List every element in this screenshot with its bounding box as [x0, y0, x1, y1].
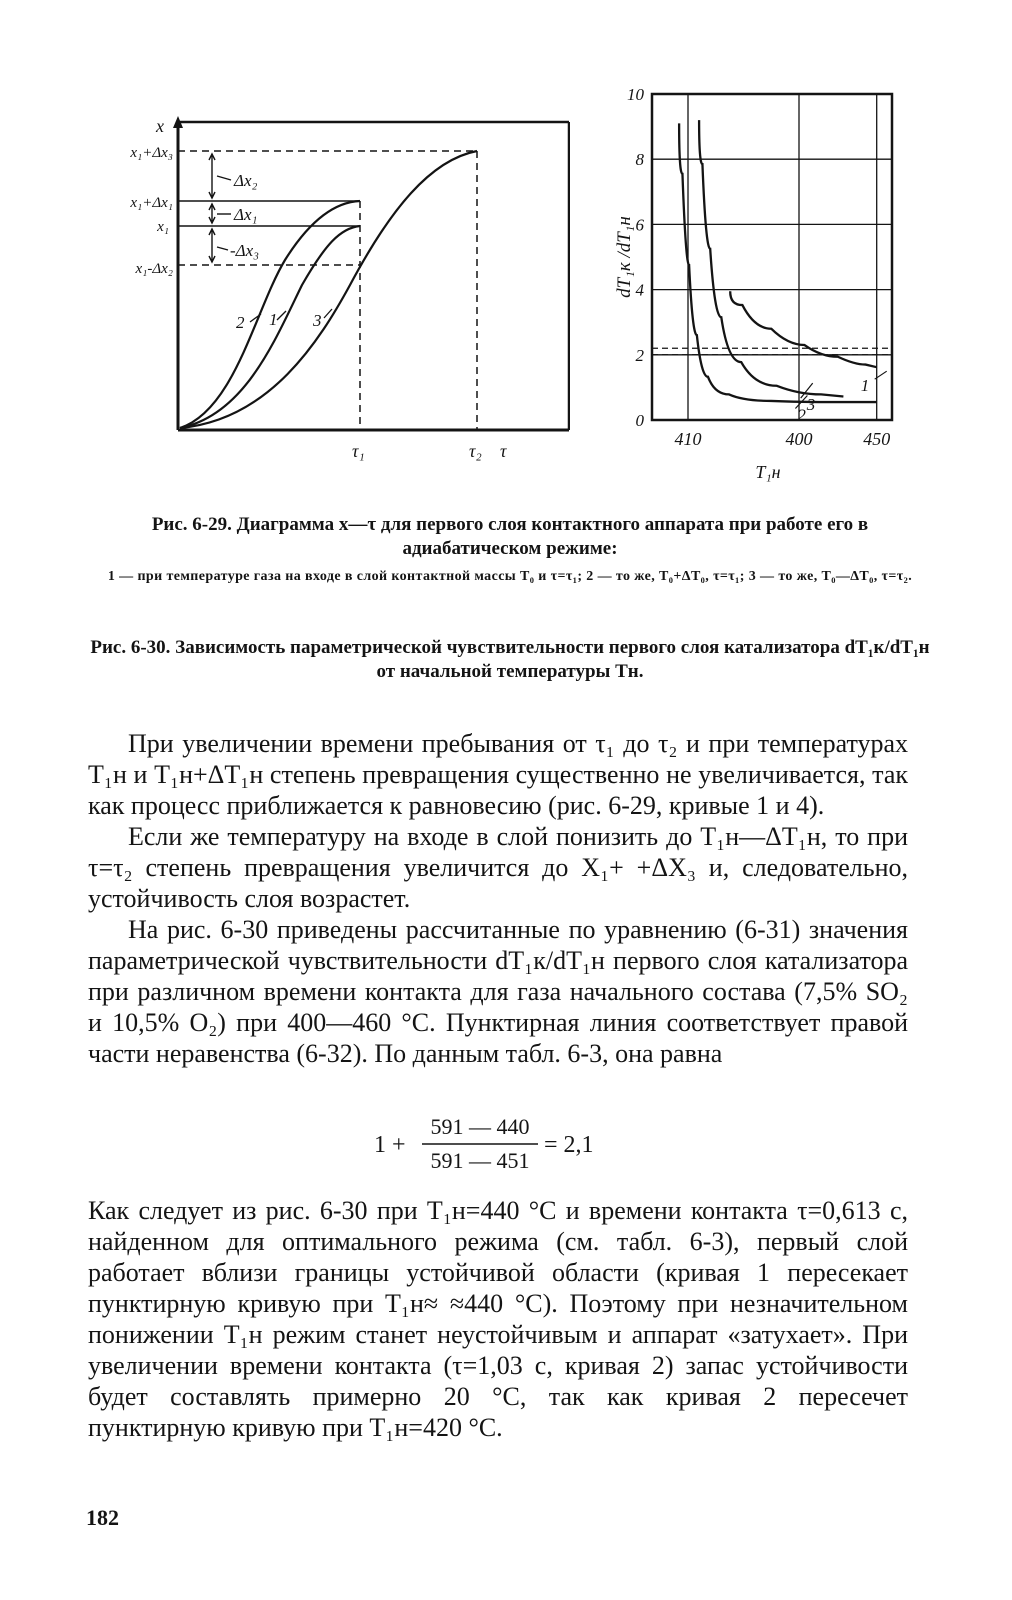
fig30-series-labels	[795, 371, 886, 424]
fig29-x-label-tau1: τ₁	[352, 441, 365, 461]
fig630-caption: Рис. 6-30. Зависимость параметрической чувствительности первого слоя катализатора dT₁к/dT₁н от начальной температуры Tн.	[90, 637, 930, 682]
fig30-x-tick-label: 400	[785, 429, 813, 449]
fig29-curve-label-2: 2	[236, 313, 245, 332]
fig30-y-tick-label: 4	[635, 280, 644, 300]
paragraph-4: Как следует из рис. 6-30 при T₁н=440 °С и времени контакта τ=0,613 с, найденном для оптимального режима (см. табл. 6-3), первый слой работает вблизи границы устойчивой области (кривая 1 пересекает пунктирную кривую при T₁н≈ ≈440 °С). Поэтому при незначительном понижении T₁н режим станет неустойчивым и аппарат «затухает». При увеличении времени контакта (τ=1,03 с, кривая 2) запас устойчивости будет составлять примерно 20 °С, так как кривая 2 пересечет пунктирную кривую при T₁н=420 °С.	[88, 1196, 908, 1442]
fig29-delta-label-2: Δx₁	[234, 205, 258, 224]
formula-lead: 1 +	[374, 1132, 406, 1158]
paragraph-3: На рис. 6-30 приведены рассчитанные по уравнению (6-31) значения параметрической чувствительности dT₁к/dT₁н первого слоя катализатора при различном времени контакта для газа начального состава (7,5% SO₂ и 10,5% O₂) при 400—460 °С. Пунктирная линия соответствует правой части неравенства (6-32). По данным табл. 6-3, она равна	[88, 915, 908, 1068]
formula-numerator: 591 — 440	[430, 1114, 530, 1139]
body-text	[88, 728, 908, 1069]
fig29-delta-arrows	[209, 154, 231, 262]
fig29-x-label-tau2: τ₂	[469, 441, 482, 461]
fig29-x-label-tau: τ	[500, 441, 507, 461]
body-text-2	[88, 1195, 908, 1443]
fig30-series	[679, 120, 877, 402]
fig30-y-tick-label: 0	[635, 411, 644, 430]
formula-result: = 2,1	[544, 1132, 594, 1158]
fig30-y-tick-label: 2	[635, 345, 644, 365]
page-number: 182	[86, 1505, 119, 1530]
fig29-y-axis-label: x	[156, 116, 164, 136]
fig29-y-label-3: x₁	[157, 219, 169, 235]
figure-6-30	[600, 80, 900, 490]
paragraph-2: Если же температуру на входе в слой понизить до T₁н—ΔT₁н, то при τ=τ₂ степень превращения увеличится до X₁+ +ΔX₃ и, следовательно, устойчивость слоя возрастет.	[88, 822, 908, 913]
formula	[372, 1112, 632, 1176]
fig30-y-tick-label: 8	[635, 150, 644, 170]
fig29-y-label-2: x₁+Δx₁	[130, 195, 173, 211]
fig30-series-label-2: 2	[797, 405, 806, 425]
paragraph-1: При увеличении времени пребывания от τ₁ до τ₂ и при температурах T₁н и T₁н+ΔT₁н степень превращения существенно не увеличивается, так как процесс приближается к равновесию (рис. 6-29, кривые 1 и 4).	[88, 729, 908, 820]
fig29-y-label-4: x₁-Δx₂	[135, 261, 173, 277]
fig30-x-axis-label: T₁н	[755, 462, 781, 482]
fig629-caption: Рис. 6-29. Диаграмма x—τ для первого слоя контактного аппарата при работе его в адиабатическом режиме:	[151, 514, 869, 559]
fig30-series-label-1: 1	[860, 376, 870, 396]
fig30-series-1	[730, 291, 877, 367]
figure-6-29	[70, 110, 570, 470]
fig29-delta-label-1: Δx₂	[234, 171, 258, 190]
formula-denominator: 591 — 451	[430, 1148, 530, 1173]
fig30-y-tick-label: 6	[635, 215, 644, 235]
fig30-x-tick-label: 410	[674, 429, 702, 449]
fig29-delta-label-3: -Δx₃	[230, 241, 260, 260]
fig29-curve-label-1: 1	[269, 310, 278, 329]
fig629-legend: 1 — при температуре газа на входе в слой контактной массы T₀ и τ=τ₁; 2 — то же, T₀+ΔT₀, τ=τ₁; 3 — то же, T₀—ΔT₀, τ=τ₂.	[107, 569, 913, 584]
fig30-x-tick-label: 450	[863, 429, 891, 449]
fig30-y-axis-label: dT₁к /dT₁н	[614, 216, 635, 298]
fig29-curve-label-3: 3	[313, 311, 322, 330]
fig29-y-label-1: x₁+Δx₃	[130, 145, 173, 161]
fig30-y-tick-label: 10	[627, 85, 644, 104]
fig30-x-ticks	[675, 429, 891, 449]
fig30-series-label-3: 3	[806, 395, 816, 415]
